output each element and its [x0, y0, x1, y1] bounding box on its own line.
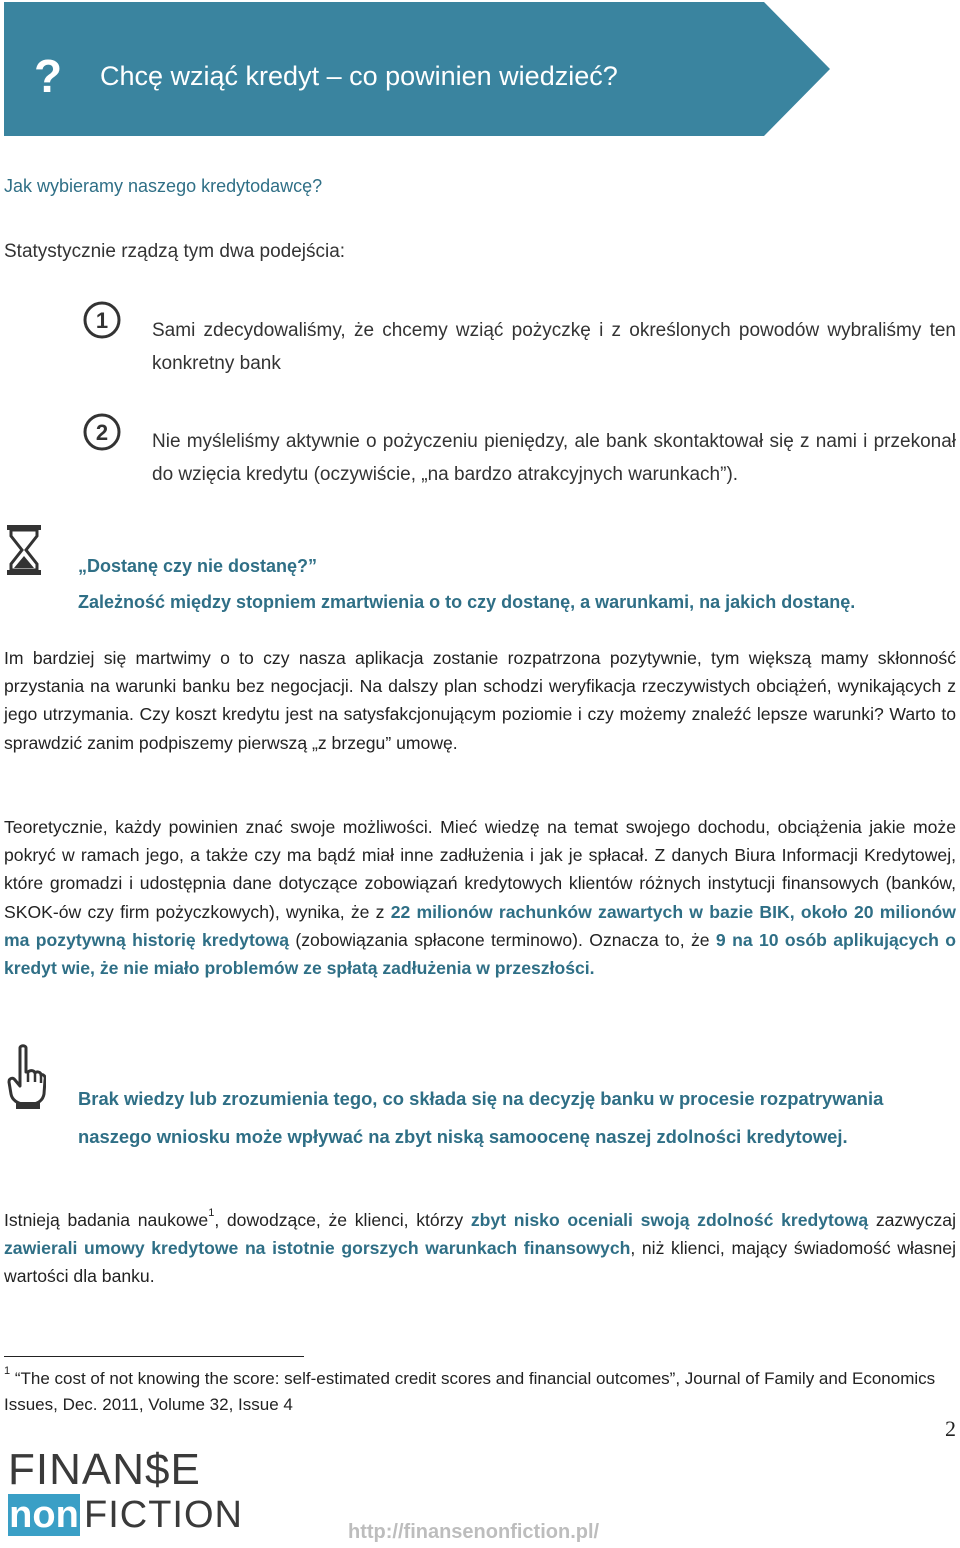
- list-item-text: Sami zdecydowaliśmy, że chcemy wziąć pożyczkę i z określonych powodów wybraliśmy ten konkretny bank: [152, 320, 956, 374]
- header-banner: [4, 2, 830, 136]
- footnote-reference[interactable]: 1: [208, 1207, 215, 1220]
- question-mark-icon: ?: [33, 50, 63, 102]
- paragraph-3-text: zazwyczaj: [868, 1210, 957, 1230]
- paragraph-2-text: (zobowiązania spłacone terminowo). Oznacza to, że: [289, 929, 716, 950]
- paragraph-3: [4, 1206, 956, 1291]
- list-item-text: Nie myśleliśmy aktywnie o pożyczeniu pieniędzy, ale bank skontaktował się z nami i przekonał do wzięcia kredytu (oczywiście, „na bardzo atrakcyjnych warunkach”).: [152, 431, 956, 485]
- logo-top-text: FINAN$E: [8, 1445, 201, 1494]
- page-number: 2: [945, 1416, 956, 1441]
- logo-non-badge: non: [9, 1494, 79, 1536]
- paragraph-3-text: , niż klienci, mający świadomość własnej wartości dla banku.: [4, 1238, 956, 1287]
- logo-fiction-text: FICTION: [84, 1494, 243, 1536]
- paragraph-2-highlight: 22 milionów rachunków zawartych w bazie BIK, około 20 milionów ma pozytywną historię kredytową: [4, 901, 956, 950]
- tip-text: Brak wiedzy lub zrozumienia tego, co składa się na decyzję banku w procesie rozpatrywania naszego wniosku może wpływać na zbyt niską samoocenę naszej zdolności kredytowej.: [78, 1088, 884, 1147]
- hourglass-icon: [6, 524, 42, 576]
- item-number: 2: [95, 420, 109, 445]
- section-heading: Jak wybieramy naszego kredytodawcę?: [4, 176, 323, 196]
- paragraph-2-highlight: 9 na 10 osób aplikujących o kredyt wie, że nie miało problemów ze spłatą zadłużenia w przeszłości.: [4, 929, 956, 979]
- paragraph-3-text: Istnieją badania naukowe: [4, 1210, 209, 1230]
- paragraph-2-text: Teoretycznie, każdy powinien znać swoje możliwości. Mieć wiedzę na temat swojego dochodu, obciążenia jakie może pokryć w ramach jego, a także czy ma bądź miał inne zadłużenia i jak je spłacał. Z danych Biura Informacji Kredytowej, które gromadzi i udostępnia dane dotyczące zobowiązań kredytowych klientów różnych instytucji finansowych (banków, SKOK-ów czy firm pożyczkowych), wynika, że z: [4, 817, 956, 922]
- paragraph-3-text: , dowodzące, że klienci, którzy: [214, 1210, 471, 1230]
- paragraph-3-highlight: zawierali umowy kredytowe na istotnie gorszych warunkach finansowych: [4, 1238, 631, 1259]
- footnote-divider: [4, 1356, 304, 1357]
- footnote-number: 1: [4, 1365, 11, 1378]
- section-intro: Statystycznie rządzą tym dwa podejścia:: [4, 241, 346, 262]
- quote-heading: „Dostanę czy nie dostanę?”: [78, 556, 318, 576]
- item-number: 1: [95, 308, 109, 333]
- pointing-hand-icon: [6, 1044, 46, 1110]
- paragraph-2: [4, 813, 956, 982]
- finanse-nonfiction-logo[interactable]: [8, 1445, 243, 1538]
- website-link[interactable]: http://finansenonfiction.pl/: [348, 1521, 600, 1543]
- circled-two-icon: [82, 412, 122, 452]
- paragraph-1: Im bardziej się martwimy o to czy nasza aplikacja zostanie rozpatrzona pozytywnie, tym większą mamy skłonność przystania na warunki banku bez negocjacji. Na dalszy plan schodzi weryfikacja rzeczywistych obciążeń, wynikających z jego utrzymania. Czy koszt kredytu jest na satysfakcjonującym poziomie i czy możemy znaleźć lepsze warunki? Warto to sprawdzić zanim podpiszemy pierwszą „z brzegu” umowę.: [4, 648, 956, 753]
- footnote-text: “The cost of not knowing the score: self-estimated credit scores and financial outcomes”, Journal of Family and Economics Issues, Dec. 2011, Volume 32, Issue 4: [4, 1369, 936, 1414]
- paragraph-3-highlight: zbyt nisko oceniali swoją zdolność kredytową: [470, 1210, 869, 1230]
- quote-subheading: Zależność między stopniem zmartwienia o to czy dostanę, a warunkami, na jakich dostanę.: [78, 592, 856, 612]
- page-title: Chcę wziąć kredyt – co powinien wiedzieć?: [100, 61, 618, 91]
- circled-one-icon: [82, 300, 122, 340]
- footnote: [4, 1366, 954, 1418]
